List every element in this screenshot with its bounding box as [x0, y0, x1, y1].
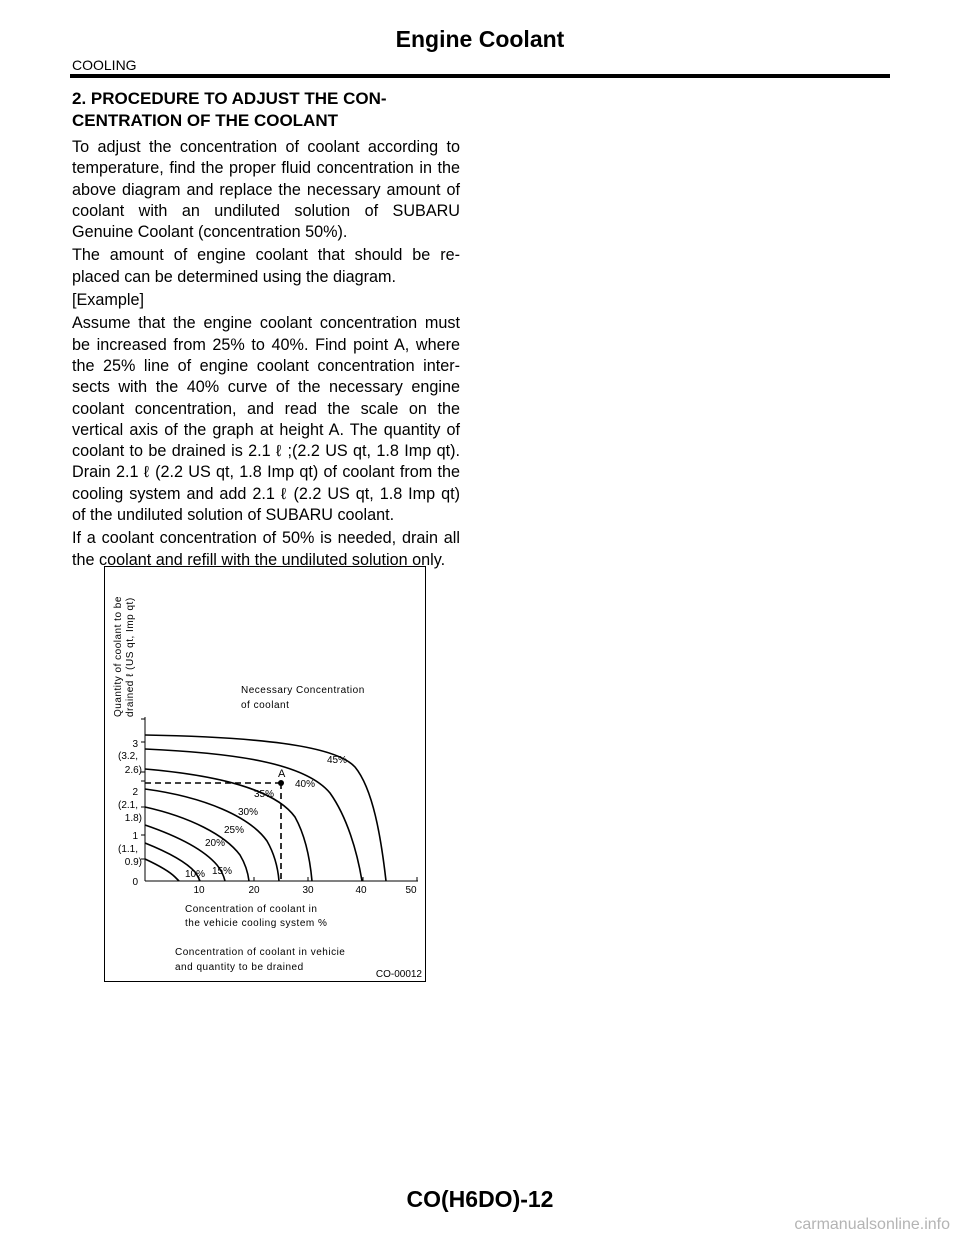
- curve-label-45: 45%: [327, 755, 348, 766]
- coolant-diagram-svg: [105, 567, 427, 983]
- y-tick-0: 0: [132, 877, 138, 888]
- y-axis-title: [113, 596, 136, 717]
- x-tick-50: 50: [405, 885, 417, 896]
- y-tick-labels: [118, 739, 142, 888]
- curve-legend-line1: Necessary Concentration: [241, 685, 365, 696]
- paragraph-fifty-percent: If a coolant concentration of 50% is needed, drain all the coolant and refill with the undiluted solution only.: [72, 529, 460, 569]
- procedure-section: [72, 88, 460, 573]
- curve-label-25: 25%: [224, 825, 245, 836]
- paragraph-amount: The amount of engine coolant that should be re-placed can be determined using the diagram.: [72, 246, 460, 286]
- figure-code: CO-00012: [375, 969, 422, 980]
- procedure-heading: [72, 88, 460, 131]
- concentration-curves: [145, 735, 386, 881]
- curve-legend-line2: of coolant: [241, 700, 290, 711]
- paragraph-example: Assume that the engine coolant concentration must be increased from 25% to 40%. Find point A, where the 25% line of engine coolant concentration inter-sects with the 40% curve of the necessary engine coolant concentration, and read the scale on the vertical axis of the graph at height A. The quantity of coolant to be drained is 2.1 ℓ ;(2.2 US qt, 1.8 Imp qt). Drain 2.1 ℓ (2.2 US qt, 1.8 Imp qt) of coolant from the cooling system and add 2.1 ℓ (2.2 US qt, 1.8 Imp qt) of the undiluted solution of SUBARU coolant.: [72, 314, 460, 525]
- figure-caption-line1: Concentration of coolant in vehicie: [175, 947, 346, 958]
- x-tick-40: 40: [355, 885, 367, 896]
- procedure-heading-line2: CENTRATION OF THE COOLANT: [72, 110, 338, 130]
- x-tick-20: 20: [248, 885, 260, 896]
- coolant-diagram: [104, 566, 426, 982]
- curve-label-40: 40%: [295, 779, 316, 790]
- x-tick-10: 10: [193, 885, 205, 896]
- y-tick-3: 3: [132, 739, 138, 750]
- point-a-label: A: [278, 768, 286, 780]
- y-tick-3-paren-1: (3.2,: [117, 751, 138, 762]
- x-axis-title-line2: the vehicie cooling system %: [185, 918, 328, 929]
- procedure-heading-line1: 2. PROCEDURE TO ADJUST THE CON-: [72, 89, 387, 108]
- curve-label-20: 20%: [205, 838, 226, 849]
- curve-label-15: 15%: [212, 866, 233, 877]
- paragraph-intro: To adjust the concentration of coolant according to temperature, find the proper fluid concentration in the above diagram and replace the necessary amount of coolant with an undiluted solution of SUBARU Genuine Coolant (concentration 50%).: [72, 138, 460, 242]
- x-tick-30: 30: [302, 885, 314, 896]
- y-tick-1-paren-2: 0.9): [124, 857, 142, 868]
- y-tick-1-paren-1: (1.1,: [117, 844, 138, 855]
- y-tick-1: 1: [132, 831, 138, 842]
- curve-label-35: 35%: [254, 789, 275, 800]
- paragraph-example-label: [Example]: [72, 291, 144, 310]
- curve-45: [145, 735, 386, 881]
- x-tick-marks: [199, 877, 417, 881]
- curve-labels: [185, 755, 347, 880]
- point-a-marker: [278, 780, 284, 786]
- curve-label-30: 30%: [238, 807, 259, 818]
- x-tick-labels: [193, 885, 417, 896]
- y-axis-title-line1: Quantity of coolant to be: [113, 596, 124, 717]
- y-tick-2-paren-2: 1.8): [124, 813, 142, 824]
- x-axis-title-line1: Concentration of coolant in: [185, 904, 318, 915]
- y-tick-3-paren-2: 2.6): [124, 765, 142, 776]
- curve-10: [145, 859, 179, 881]
- curve-label-10: 10%: [185, 869, 206, 880]
- header-rule: [70, 74, 890, 78]
- watermark: carmanualsonline.info: [794, 1216, 950, 1233]
- section-label: COOLING: [72, 57, 137, 73]
- y-tick-2: 2: [132, 787, 138, 798]
- figure-caption-line2: and quantity to be drained: [175, 962, 304, 973]
- y-axis-title-line2: drained ℓ (US qt, Imp qt): [125, 597, 136, 717]
- y-tick-2-paren-1: (2.1,: [117, 800, 138, 811]
- page-code: CO(H6DO)-12: [406, 1186, 554, 1212]
- page-title: Engine Coolant: [395, 26, 565, 52]
